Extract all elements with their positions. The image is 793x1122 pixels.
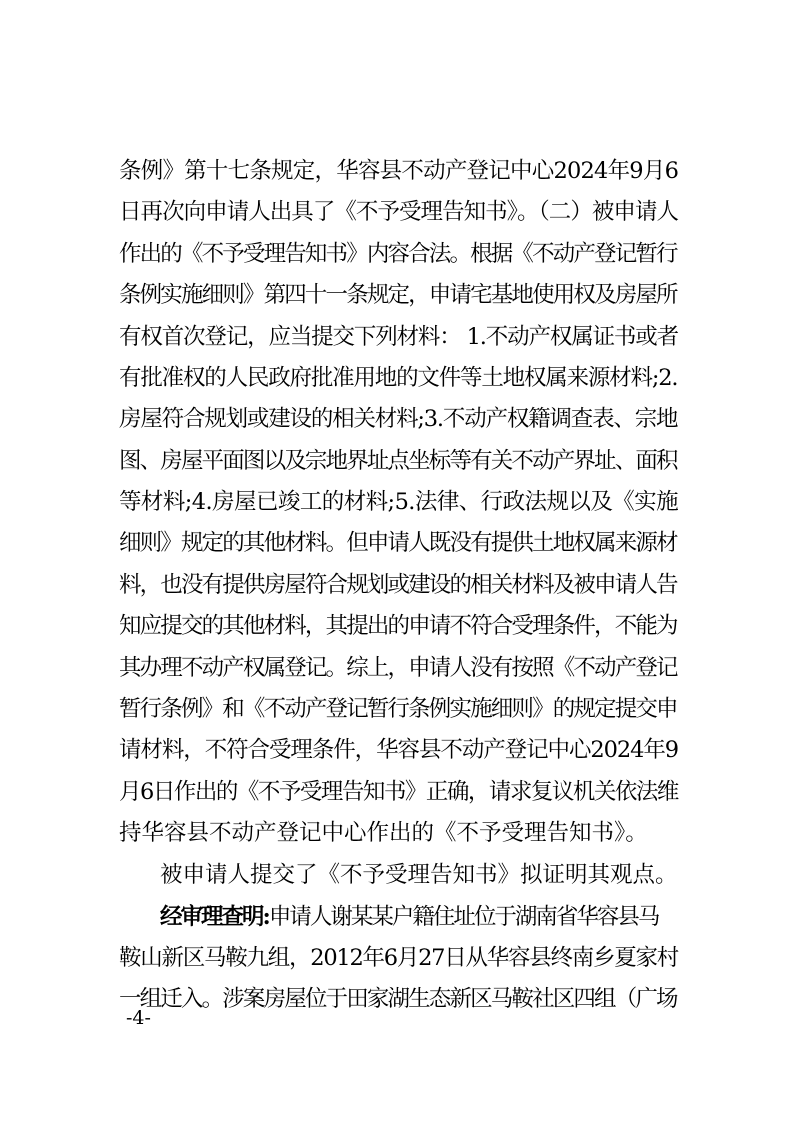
body-line: 房屋符合规划或建设的相关材料;3.不动产权籍调查表、宗地 [119, 406, 678, 432]
body-line: 料，也没有提供房屋符合规划或建设的相关材料及被申请人告 [119, 572, 677, 598]
body-line: 月6日作出的《不予受理告知书》正确，请求复议机关依法维 [119, 779, 678, 805]
body-line: 被申请人提交了《不予受理告知书》拟证明其观点。 [160, 862, 678, 888]
body-line: 日再次向申请人出具了《不予受理告知书》。（二）被申请人 [119, 199, 679, 225]
findings-text: 申请人谢某某户籍住址位于湖南省华容县马 [268, 904, 659, 930]
body-line: 图、房屋平面图以及宗地界址点坐标等有关不动产界址、面积 [119, 448, 677, 474]
body-line: 等材料;4.房屋已竣工的材料;5.法律、行政法规以及《实施 [119, 489, 679, 515]
body-line: 条例》第十七条规定，华容县不动产登记中心2024年9月6 [119, 158, 679, 184]
findings-heading: 经审理查明: [160, 904, 269, 930]
body-line: 作出的《不予受理告知书》内容合法。根据《不动产登记暂行 [119, 241, 677, 267]
body-line: 鞍山新区马鞍九组，2012年6月27日从华容县终南乡夏家村 [119, 945, 678, 971]
body-line: 请材料，不符合受理条件，华容县不动产登记中心2024年9 [119, 737, 679, 763]
body-line: 其办理不动产权属登记。综上，申请人没有按照《不动产登记 [119, 655, 677, 681]
body-line: 有权首次登记，应当提交下列材料： 1.不动产权属证书或者 [119, 324, 678, 350]
findings-line [160, 898, 660, 936]
body-line: 知应提交的其他材料，其提出的申请不符合受理条件，不能为 [119, 613, 677, 639]
body-line: 细则》规定的其他材料。但申请人既没有提供土地权属来源材 [119, 530, 677, 556]
page-number: -4- [126, 1007, 151, 1029]
body-line: 持华容县不动产登记中心作出的《不予受理告知书》。 [119, 820, 648, 846]
body-line: 一组迁入。涉案房屋位于田家湖生态新区马鞍社区四组（广场 [119, 986, 677, 1012]
body-line: 有批准权的人民政府批准用地的文件等土地权属来源材料;2. [119, 365, 678, 391]
body-line: 条例实施细则》第四十一条规定，申请宅基地使用权及房屋所 [119, 282, 677, 308]
body-line: 暂行条例》和《不动产登记暂行条例实施细则》的规定提交申 [119, 696, 677, 722]
